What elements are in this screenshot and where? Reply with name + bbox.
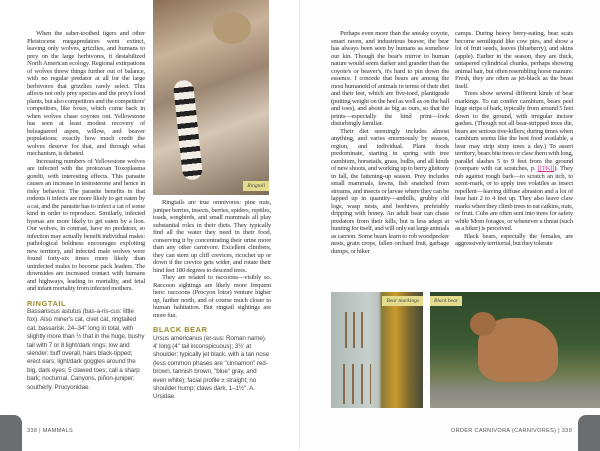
body-paragraph: Perhaps even more than the sneaky coyote, smart raven, and industrious beaver, the bear has always been seen by humans as somehow our kin. Though the bear's mirror to human nature would seem darker and grander than the coyote's or beaver's, it's hard to pin down the essence. I concede that bears are among the most humanoid of animals in terms of their diet and their feet, which are five-toed, plantigrade (putting weight on the heel as well as on the ball and toes), and about as big as ours, so that the prints—especially the hind print—look disturbingly familiar. — [331, 30, 449, 127]
black-bear-photo — [430, 292, 600, 408]
body-paragraph: Ringtails are true omnivores: pine nuts, juniper berries, insects, berries, spiders, reptiles, toads, songbirds, and small mammals all play substantial roles in their diets. They typically find all the water they need in their food, conserving it by concentrating their urine more than any other carnivore. Excellent climbers, they can stem up cliff crevices, ricochet up or down if the crevice gets wider, and rotate their hind feet 180 degrees to descend trees. — [153, 199, 271, 274]
ringtail-tail — [173, 79, 203, 181]
right-column-1 — [331, 30, 449, 255]
page-footer: 338 | MAMMALS — [27, 428, 74, 434]
body-paragraph — [455, 90, 573, 233]
body-paragraph: Increasing numbers of Yellowstone wolves are infected with the protozoan Toxoplasma gondii, with interesting effects. This parasite causes an increase in testosterone and hence in risky behavior. The parasite benefits in that rodents it infects are more likely to get eaten by a cat, and the parasite has to infect a cat of some kind in order to reproduce. Similarly, infected hyenas are more likely to get eaten by a lion. Our wolves, in contrast, have no predators, so infection may actually benefit individual males: pathological boldness encourages exploiting new territory, and infected male wolves were found forty-six times more likely than uninfected males to become pack leaders. The downsides are increased contact with humans and highways, leading to mortality, and fetal and infant mortality from infected mothers. — [27, 157, 145, 292]
bear-markings-photo — [331, 292, 423, 408]
left-column-2 — [153, 199, 271, 402]
left-page — [0, 0, 300, 450]
cross-reference-link[interactable]: [[TK]] — [537, 165, 555, 172]
ringtail-heading: RINGTAIL — [27, 298, 67, 308]
right-page — [300, 0, 600, 450]
body-paragraph: Black bears, especially the females, are aggressively territorial, but they tolerate — [455, 232, 573, 247]
claw-marks — [339, 312, 369, 348]
section-tab — [0, 415, 22, 451]
claw-marks — [336, 364, 371, 404]
body-paragraph: camps. During heavy berry-eating, bear scats become semiliquid like cow pies, and show a lot of fruit seeds, leaves (blueberry), and skins (apple). Earlier in the season, they are thick, untapered cylindrical chunks, perhaps showing animal hair, but often resembling horse manure. Fresh, they are often as jet-black as the beast itself. — [455, 30, 573, 90]
photo-caption: Black bear — [430, 296, 462, 306]
text-run: Trees show several different kinds of bear markings. To eat conifer cambium, bears peel huge strips of bark, typically from around 5 feet down to the ground, with irregular incisor gashes. (Though not all bear-stripped trees die, bears are serious tree-killers; during times when cambium seems like the best food available, a bear may strip sixty trees a day.) To assert territory, bears bite trees or claw them with long, parallel slashes 5 to 9 feet from the ground (compare with cat scratches, p. — [455, 90, 573, 172]
ringtail-body — [213, 12, 251, 44]
photo-caption: Ringtail — [243, 181, 269, 191]
right-column-2 — [455, 30, 573, 248]
body-paragraph: Their diet seemingly includes almost anything, and varies enormously by season, region, and individual. Plant foods predominate, starting in spring with tree cambium, horsetails, grass, bulbs, and all kinds of new shoots, and working up to berry gluttony in fall, the fattening-up season. Prey includes small mammals, fawns, fish snatched from streams, and insects or larvae where they can be lapped up in quantity—anthills, grubby old logs, wasp nests, and beehives, preferably dripping with honey. An adult bear can chase predators from their kills, but is less adept at hunting for itself, and will only eat large animals as carrion. Some bears learn to rob woodpecker nests, grain crops, fallen orchard fruit, garbage dumps, or hiker — [331, 127, 449, 255]
body-paragraph: They are related to raccoons—visibly so. Raccoon sightings are likely more frequent here: raccoons (Procyon lotor) venture higher up, farther north, and of course much closer to human habitation. But ringtail sightings are more fun. — [153, 274, 271, 319]
page-footer: ORDER CARNIVORA (CARNIVORES) | 339 — [450, 428, 572, 434]
photo-caption: Bear markings — [382, 296, 423, 306]
ringtail-photo — [153, 0, 269, 195]
left-column-1 — [27, 30, 145, 392]
text-run: ). They rub against rough bark—to scratch an itch, to scent-mark, or to apply tree volatiles as insect repellent—leaving diffuse abrasion and a lot of bear hair 2 to 4 feet up. They also leave claw marks when they climb trees to eat catkins, nuts, or fruit. Cubs are often sent into trees for safety while Mom forages, or whenever a threat (such as a hiker) is perceived. — [455, 165, 573, 232]
black-bear-species-entry: Ursus americanus (er-sus: Roman name). 4' long (4" tail inconspicuous); 3½' at shoulder; typically jet black, with a tan nose (less common phases are "cinnamon" red-brown, tannish brown, "blue" gray, and even white); facial profile ± straight; no shoulder hump; claws dark, 1–1½". A. Ursidae. — [153, 334, 270, 401]
ringtail-species-entry: Bassariscus astutus (bas-a-ris-cus: little fox). Also miner's cat, civet cat, ringtailed cat, bassarisk. 24–34" long in total, with slightly more than ½ that in the huge, bushy tail with 7 or 8 light/dark rings; low and slender; buff overall, hairs black-tipped; erect ears; light/dark goggles around the big, dark eyes; 5 clawed toes; call a sharp bark; nocturnal. Canyons, piñon-juniper; southerly. Procyonidae. — [27, 308, 145, 391]
black-bear-heading: BLACK BEAR — [153, 325, 208, 334]
section-tab — [578, 415, 600, 451]
bear-head — [470, 312, 496, 336]
body-paragraph: When the saber-toothed tigers and other Pleistocene megapredators went extinct, leaving only wolves, grizzlies, and humans to prey on the large herbivores, it destabilized North American ecology. Regional extirpations of wolves threw things further out of balance, with no regular predator at all for the large herbivores that grizzlies rarely select. This affects not only prey species and the prey's food plants, but also competitors and the competitors' competitors, like foxes, which come back in when wolves chase coyotes out. Yellowstone has seen at least modest recovery of beleaguered aspen, willow, and beaver populations; exactly how much credit the wolves deserve for that, and through what mechanism, is debated. — [27, 30, 145, 157]
